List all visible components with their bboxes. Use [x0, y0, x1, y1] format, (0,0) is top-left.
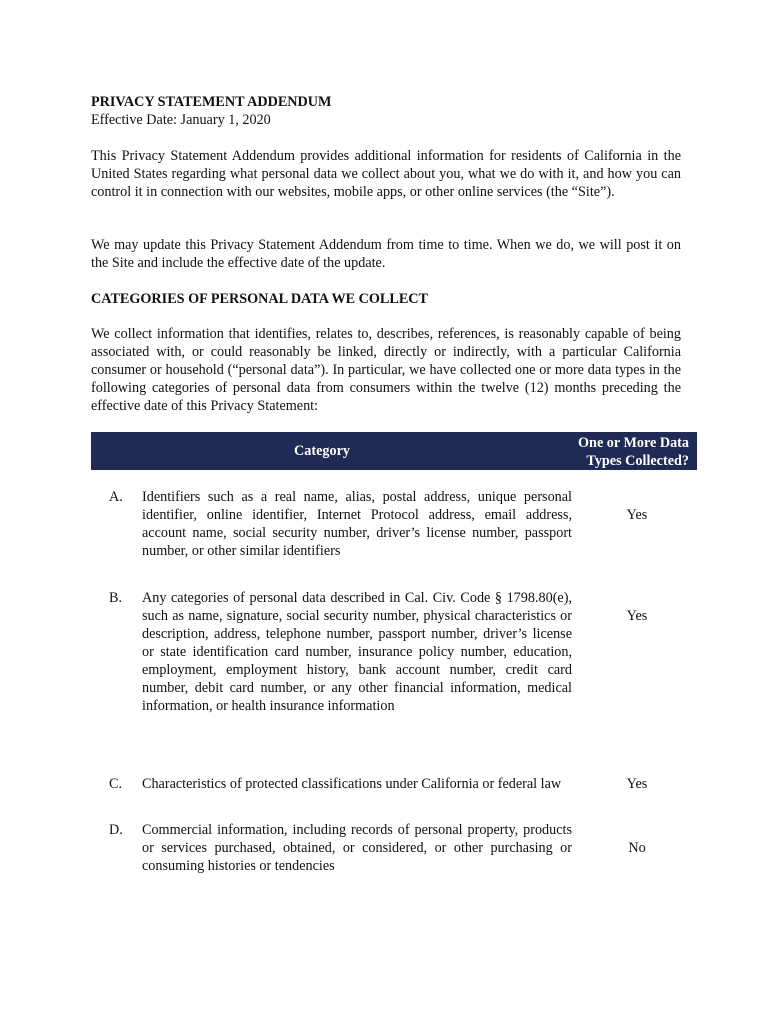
- row-collected-value: Yes: [626, 507, 648, 523]
- document-title: PRIVACY STATEMENT ADDENDUM: [91, 94, 332, 110]
- row-description: Commercial information, including records of personal property, products or services purchased, obtained, or considered, or other purchasing or consuming histories or tendencies: [142, 822, 572, 874]
- table-header: [91, 432, 697, 470]
- section-heading: CATEGORIES OF PERSONAL DATA WE COLLECT: [91, 291, 429, 307]
- intro-paragraph: This Privacy Statement Addendum provides additional information for residents of California in the United States regarding what personal data we collect about you, what we do with it, and how you can control it in connection with our websites, mobile apps, or other online services (the “Site”).: [91, 148, 681, 200]
- column-header-category: Category: [294, 443, 350, 459]
- column-header-types-line1: One or More Data: [578, 435, 689, 451]
- row-description: Characteristics of protected classifications under California or federal law: [142, 776, 562, 792]
- row-letter: C.: [109, 776, 123, 792]
- column-header-types-line2: Types Collected?: [586, 453, 689, 469]
- row-letter: A.: [109, 489, 123, 505]
- row-letter: D.: [109, 822, 123, 838]
- row-collected-value: No: [628, 840, 646, 856]
- row-collected-value: Yes: [626, 608, 648, 624]
- section-body-paragraph: We collect information that identifies, relates to, describes, references, is reasonably capable of being associated with, or could reasonably be linked, directly or indirectly, with a particular California consumer or household (“personal data”). In particular, we have collected one or more data types in the following categories of personal data from consumers within the twelve (12) months preceding the effective date of this Privacy Statement:: [91, 326, 681, 414]
- column-header-types-collected: [578, 434, 689, 470]
- update-notice-paragraph: We may update this Privacy Statement Addendum from time to time. When we do, we will post it on the Site and include the effective date of the update.: [91, 237, 681, 271]
- row-letter: B.: [109, 590, 123, 606]
- effective-date: Effective Date: January 1, 2020: [91, 112, 271, 128]
- row-description: Any categories of personal data described in Cal. Civ. Code § 1798.80(e), such as name, signature, social security number, physical characteristics or description, address, telephone number, passport number, driver’s license or state identification card number, insurance policy number, education, employment, employment history, bank account number, credit card number, debit card number, or any other financial information, medical information, or health insurance information: [142, 590, 572, 714]
- row-description: Identifiers such as a real name, alias, postal address, unique personal identifier, online identifier, Internet Protocol address, email address, account name, social security number, driver’s license number, passport number, or other similar identifiers: [142, 489, 572, 559]
- row-collected-value: Yes: [626, 776, 648, 792]
